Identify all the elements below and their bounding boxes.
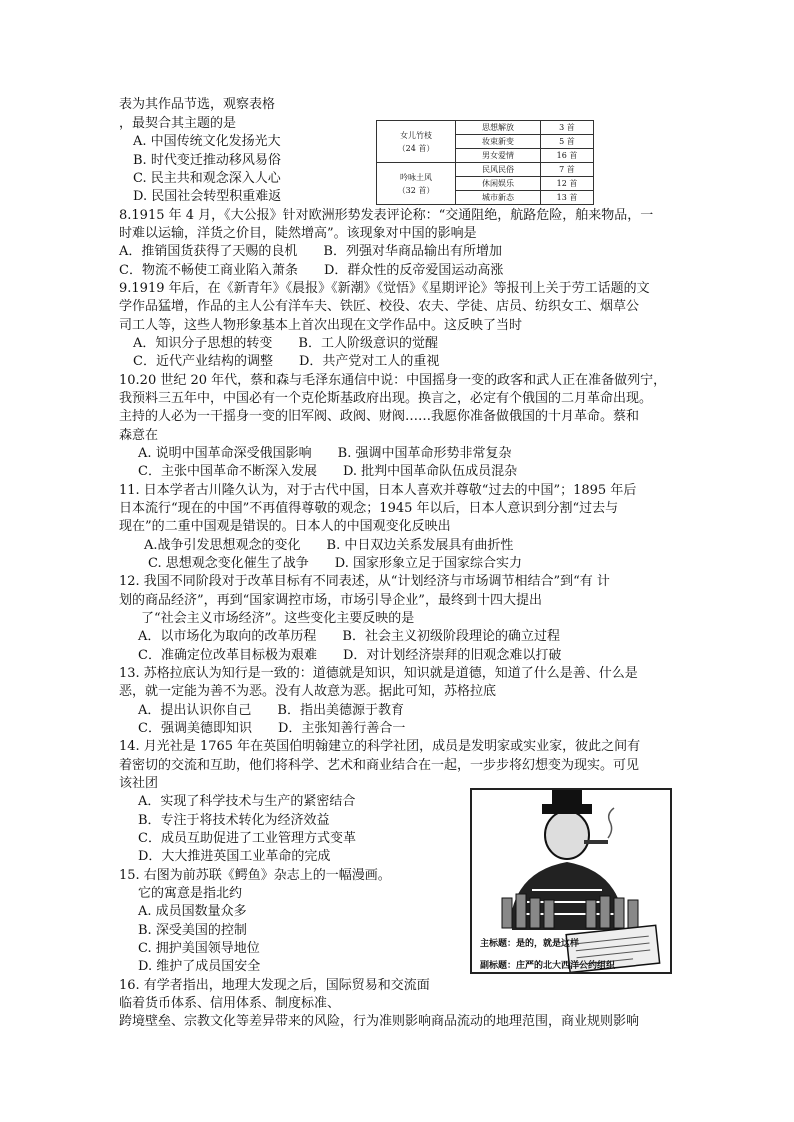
line-32: 恶，就一定能为善不为恶。没有人故意为恶。据此可知，苏格拉底 bbox=[119, 684, 497, 699]
table-count: 13 首 bbox=[541, 191, 594, 205]
line-50: 跨境壁垒、宗教文化等差异带来的风险，行为准则影响商品流动的地理范围，商业规则影响 bbox=[119, 1014, 640, 1029]
group2-count: （32 首） bbox=[397, 185, 435, 195]
table-count: 7 首 bbox=[541, 163, 594, 177]
line-35: 14. 月光社是 1765 年在英国伯明翰建立的科学社团，成员是发明家或实业家，彼此之间有 bbox=[119, 739, 641, 754]
line-42: 15. 右图为前苏联《鳄鱼》杂志上的一幅漫画。 bbox=[119, 868, 391, 883]
line-37: 该社团 bbox=[119, 776, 159, 791]
line-21: 11. 日本学者古川隆久认为，对于古代中国，日本人喜欢并尊敬“过去的中国”；1895 年后 bbox=[119, 483, 637, 498]
poem-table bbox=[376, 120, 594, 205]
table-topic: 城市新态 bbox=[456, 191, 541, 205]
line-8: A．推销国货获得了天赐的良机 B．列强对华商品输出有所增加 bbox=[119, 244, 502, 259]
line-24: A.战争引发思想观念的变化 B. 中日双边关系发展具有曲折性 bbox=[144, 538, 514, 553]
line-7: 时难以运输，洋货之价目，陡然增高”。该现象对中国的影响是 bbox=[119, 226, 477, 241]
line-36: 着密切的交流和互助，他们将科学、艺术和商业结合在一起，一步步将幻想变为现实。可见 bbox=[119, 758, 640, 773]
line-17: 主持的人必为一干摇身一变的旧军阀、政阀、财阀……我愿你准备做俄国的十月革命。蔡和 bbox=[119, 409, 640, 424]
line-14: C．近代产业结构的调整 D．共产党对工人的重视 bbox=[133, 354, 440, 369]
line-3: B. 时代变迁推动移风易俗 bbox=[133, 153, 281, 168]
line-16: 我预料三五年中，中国必有一个克伦斯基政府出现。换言之，必定有个俄国的二月革命出现。 bbox=[119, 391, 653, 406]
table-topic: 休闲娱乐 bbox=[456, 177, 541, 191]
line-19: A. 说明中国革命深受俄国影响 B. 强调中国革命形势非常复杂 bbox=[138, 446, 512, 461]
line-22: 日本流行“现在的中国”不再值得尊敬的观念；1945 年以后，日本人意识到分割“过去与 bbox=[119, 501, 619, 516]
table-count: 5 首 bbox=[541, 135, 594, 149]
line-13: A．知识分子思想的转变 B．工人阶级意识的觉醒 bbox=[133, 336, 438, 351]
line-2: A. 中国传统文化发扬光大 bbox=[133, 134, 281, 149]
line-31: 13. 苏格拉底认为知行是一致的：道德就是知识，知识就是道德，知道了什么是善、什么是 bbox=[119, 666, 638, 681]
line-41: D．大大推进英国工业革命的完成 bbox=[138, 849, 331, 864]
line-30: C．准确定位改革目标极为艰难 D．对计划经济崇拜的旧观念难以打破 bbox=[138, 648, 562, 663]
line-10: 9.1919 年后，在《新青年》《晨报》《新潮》《觉悟》《星期评论》等报刊上关于劳工话题的文 bbox=[119, 281, 650, 296]
line-29: A．以市场化为取向的改革历程 B．社会主义初级阶段理论的确立过程 bbox=[138, 629, 560, 644]
group2-cell bbox=[377, 163, 456, 205]
line-23: 现在”的二重中国观是错误的。日本人的中国观变化反映出 bbox=[119, 519, 451, 534]
line-15: 10.20 世纪 20 年代，蔡和森与毛泽东通信中说：中国摇身一变的政客和武人正在准备做列宁， bbox=[119, 373, 667, 388]
line-0: 表为其作品节选，观察表格 bbox=[119, 97, 276, 112]
line-6: 8.1915 年 4 月，《大公报》针对欧洲形势发表评论称：“交通阻绝，航路危险，舶来物品，一 bbox=[119, 208, 654, 223]
line-46: C. 拥护美国领导地位 bbox=[138, 941, 260, 956]
line-47: D. 维护了成员国安全 bbox=[138, 959, 261, 974]
line-44: A. 成员国数量众多 bbox=[138, 904, 247, 919]
line-11: 学作品猛增，作品的主人公有洋车夫、铁匠、校役、农夫、学徒、店员、纺织女工、烟草公 bbox=[119, 299, 640, 314]
line-34: C．强调美德即知识 D．主张知善行善合一 bbox=[138, 721, 406, 736]
table-topic: 思想解放 bbox=[456, 121, 541, 135]
table-topic: 民风民俗 bbox=[456, 163, 541, 177]
table-count: 16 首 bbox=[541, 149, 594, 163]
group1-name: 女儿竹枝 bbox=[400, 130, 432, 140]
line-48: 16. 有学者指出，地理大发现之后，国际贸易和交流面 bbox=[119, 978, 430, 993]
line-25: C. 思想观念变化催生了战争 D. 国家形象立足于国家综合实力 bbox=[148, 556, 522, 571]
line-12: 司工人等，这些人物形象基本上首次出现在文学作品中。这反映了当时 bbox=[119, 318, 523, 333]
group2-name: 吟咏土风 bbox=[400, 172, 432, 182]
line-20: C．主张中国革命不断深入发展 D. 批判中国革命队伍成员混杂 bbox=[138, 464, 518, 479]
table-topic: 男女爱情 bbox=[456, 149, 541, 163]
group1-cell bbox=[377, 121, 456, 163]
table-topic: 妆束新变 bbox=[456, 135, 541, 149]
line-1: ，最契合其主题的是 bbox=[119, 116, 237, 131]
line-33: A．提出认识你自己 B．指出美德源于教育 bbox=[138, 703, 404, 718]
line-27: 划的商品经济”，再到“国家调控市场，市场引导企业”，最终到十四大提出 bbox=[119, 593, 542, 608]
table-count: 3 首 bbox=[541, 121, 594, 135]
line-4: C. 民主共和观念深入人心 bbox=[133, 171, 281, 186]
cartoon-caption-sub: 副标题：庄严的北大西洋公约组织 bbox=[480, 961, 616, 971]
line-38: A．实现了科学技术与生产的紧密结合 bbox=[138, 794, 356, 809]
line-43: 它的寓意是指北约 bbox=[138, 886, 243, 901]
line-5: D. 民国社会转型积重难返 bbox=[133, 189, 282, 204]
cartoon-caption-main: 主标题：是的，就是这样 bbox=[480, 939, 580, 949]
line-18: 森意在 bbox=[119, 428, 159, 443]
line-40: C．成员互助促进了工业管理方式变革 bbox=[138, 831, 356, 846]
table-count: 12 首 bbox=[541, 177, 594, 191]
group1-count: （24 首） bbox=[397, 143, 435, 153]
line-28: 了“社会主义市场经济”。这些变化主要反映的是 bbox=[141, 611, 415, 626]
line-9: C．物流不畅使工商业陷入萧条 D．群众性的反帝爱国运动高涨 bbox=[119, 263, 504, 278]
line-39: B．专注于将技术转化为经济效益 bbox=[138, 813, 330, 828]
line-49: 临着货币体系、信用体系、制度标准、 bbox=[119, 996, 341, 1011]
line-26: 12. 我国不同阶段对于改革目标有不同表述，从“计划经济与市场调节相结合”到“有 计 bbox=[119, 574, 610, 589]
line-45: B. 深受美国的控制 bbox=[138, 923, 247, 938]
